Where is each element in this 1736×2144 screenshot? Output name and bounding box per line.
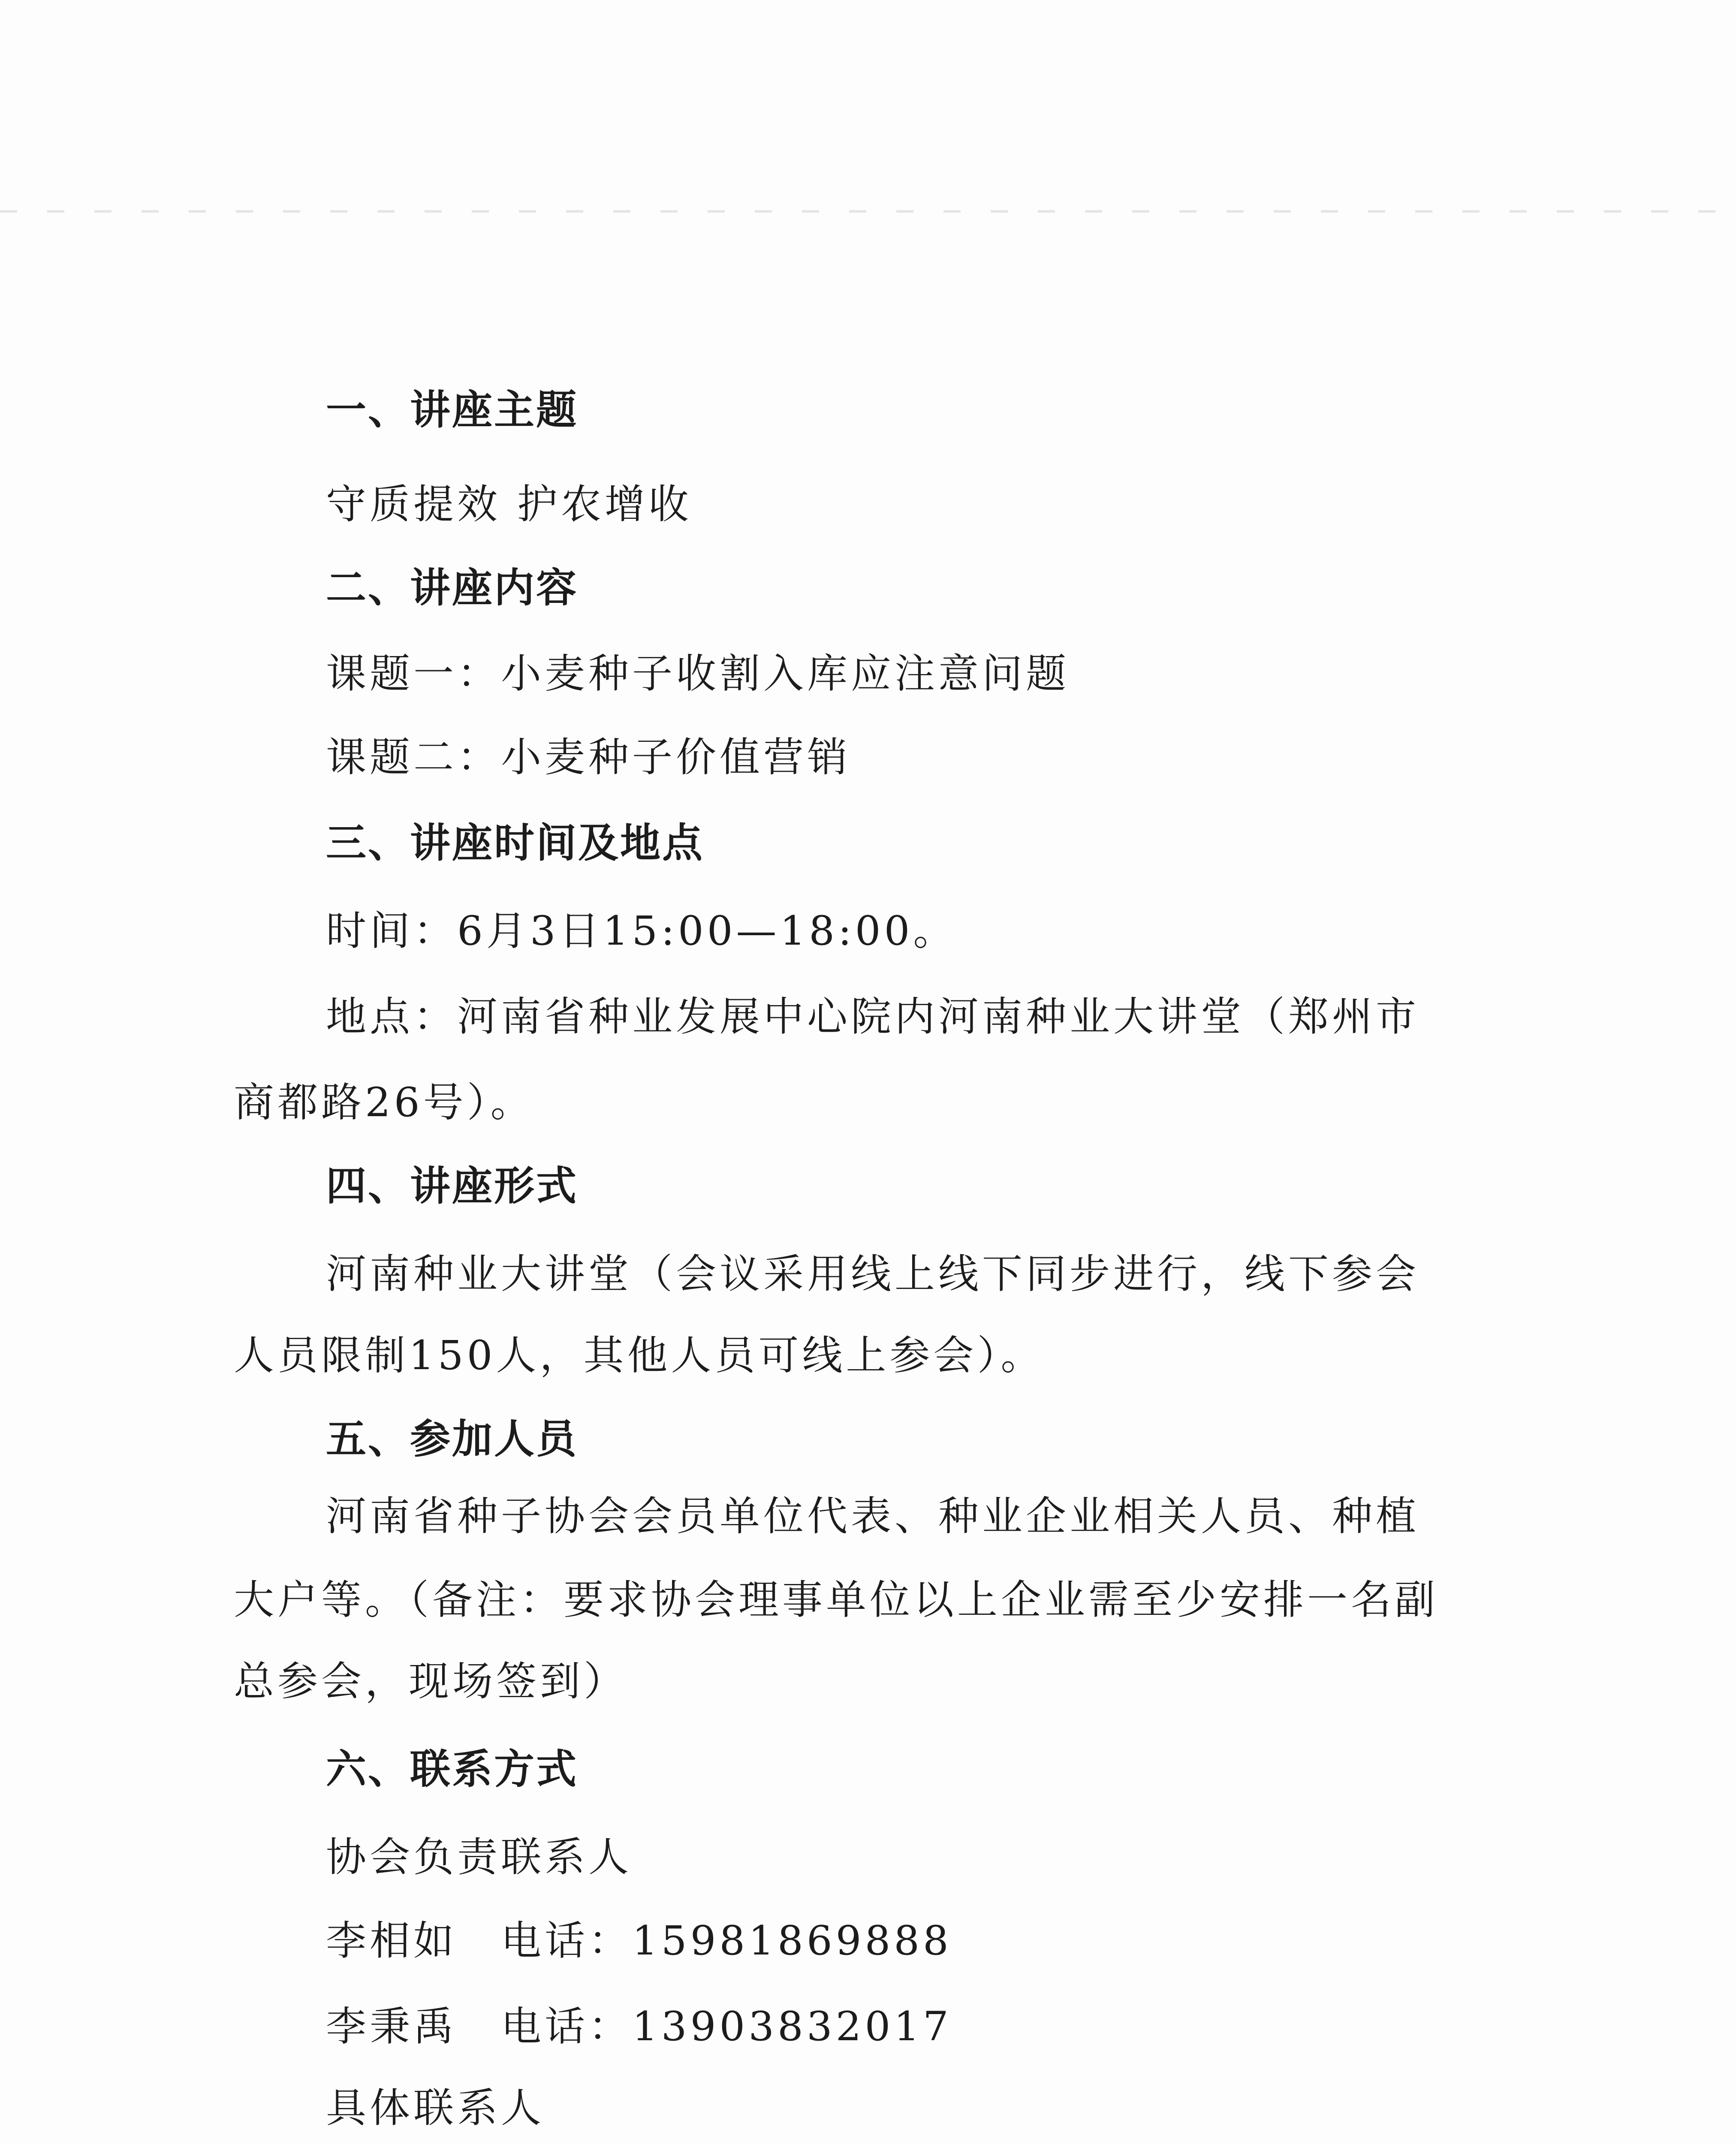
participants-text-line-3: 总参会，现场签到） bbox=[234, 1658, 628, 1705]
format-text-line-1: 河南种业大讲堂（会议采用线上线下同步进行，线下参会 bbox=[326, 1251, 1420, 1298]
contact-specific-label: 具体联系人 bbox=[326, 2085, 545, 2132]
section-heading-topic: 一、讲座主题 bbox=[326, 387, 579, 434]
participants-text-line-2: 大户等。（备注：要求协会理事单位以上企业需至少安排一名副 bbox=[234, 1577, 1439, 1623]
place-text-line-2: 商都路26号）。 bbox=[234, 1079, 534, 1126]
section-heading-participants: 五、参加人员 bbox=[326, 1416, 579, 1463]
scan-artifact-line bbox=[0, 210, 1736, 213]
section-heading-content: 二、讲座内容 bbox=[326, 565, 579, 611]
content-topic-1: 课题一：小麦种子收割入库应注意问题 bbox=[326, 650, 1070, 697]
time-text: 时间：6月3日15:00—18:00。 bbox=[326, 908, 957, 955]
contact-person-2: 李秉禹 电话：13903832017 bbox=[326, 2003, 952, 2050]
content-topic-2: 课题二：小麦种子价值营销 bbox=[326, 734, 851, 781]
contact-responsible-label: 协会负责联系人 bbox=[326, 1834, 633, 1881]
participants-text-line-1: 河南省种子协会会员单位代表、种业企业相关人员、种植 bbox=[326, 1493, 1420, 1540]
format-text-line-2: 人员限制150人，其他人员可线上参会）。 bbox=[234, 1332, 1045, 1379]
section-heading-time-place: 三、讲座时间及地点 bbox=[326, 820, 705, 867]
section-heading-contact: 六、联系方式 bbox=[326, 1746, 579, 1793]
contact-person-1: 李相如 电话：15981869888 bbox=[326, 1918, 952, 1964]
section-heading-format: 四、讲座形式 bbox=[326, 1163, 579, 1210]
place-text-line-1: 地点：河南省种业发展中心院内河南种业大讲堂（郑州市 bbox=[326, 994, 1420, 1040]
topic-text: 守质提效 护农增收 bbox=[326, 481, 692, 528]
